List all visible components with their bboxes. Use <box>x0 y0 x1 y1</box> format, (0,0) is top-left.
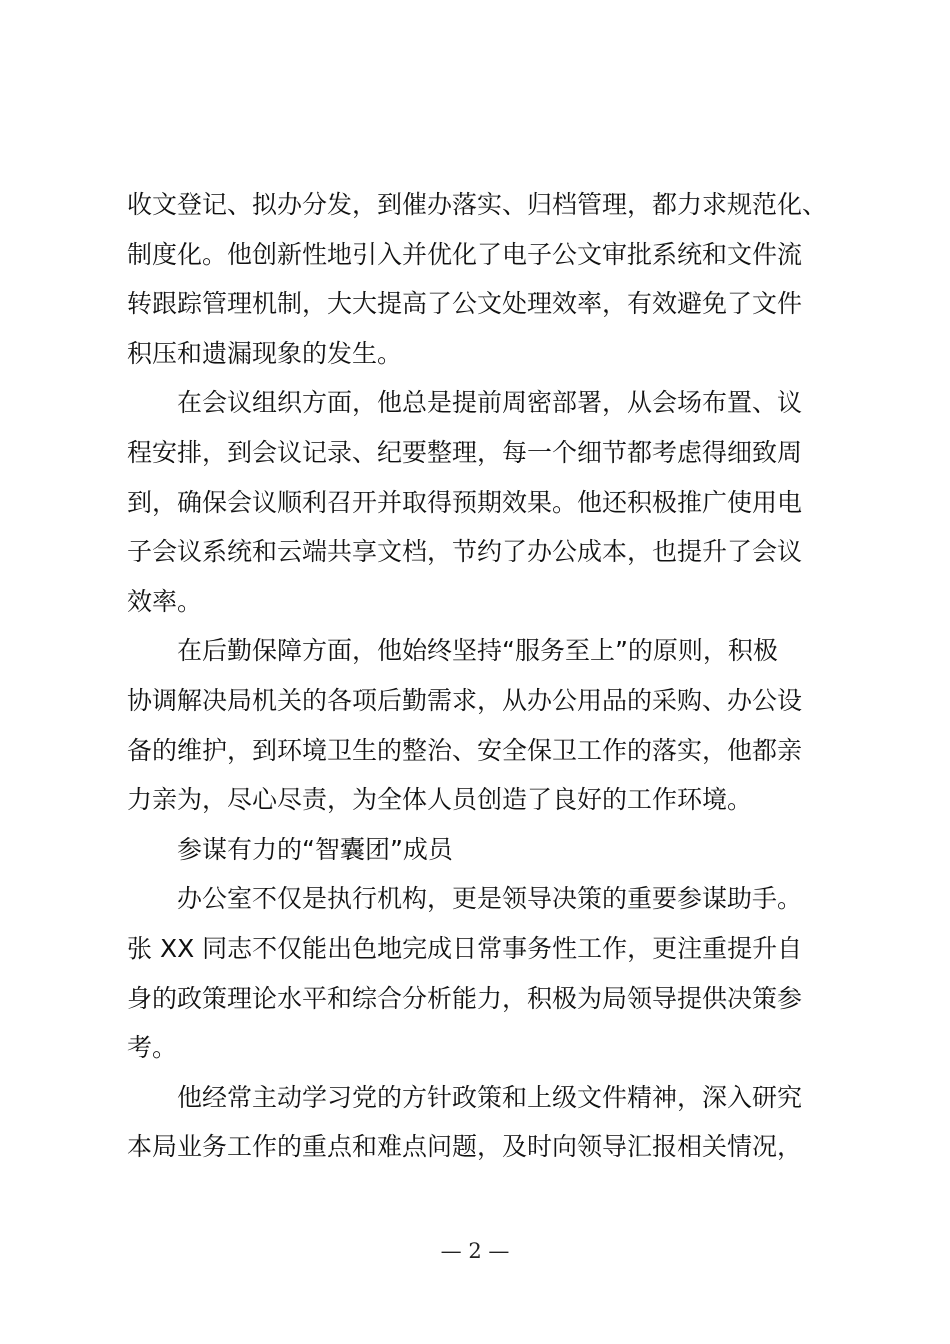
paragraph-first-line: 在后勤保障方面，他始终坚持“服务至上”的原则，积极 <box>177 636 778 666</box>
text-line: 收文登记、拟办分发，到催办落实、归档管理，都力求规范化、 <box>127 190 828 219</box>
paragraph-first-line: 他经常主动学习党的方针政策和上级文件精神，深入研究 <box>177 1082 803 1112</box>
text-line: 协调解决局机关的各项后勤需求，从办公用品的采购、办公设 <box>127 685 803 715</box>
text-line: 效率。 <box>127 586 203 616</box>
text-line: 张 XX 同志不仅能出色地完成日常事务性工作，更注重提升自 <box>127 933 803 963</box>
text-line: 备的维护，到环境卫生的整治、安全保卫工作的落实，他都亲 <box>127 735 803 765</box>
page-number: — 2 — <box>440 1239 510 1263</box>
text-line: 制度化。他创新性地引入并优化了电子公文审批系统和文件流 <box>127 239 803 269</box>
paragraph-first-line: 办公室不仅是执行机构，更是领导决策的重要参谋助手。 <box>177 884 803 914</box>
text-line: 到，确保会议顺利召开并取得预期效果。他还积极推广使用电 <box>127 487 803 517</box>
text-line: 本局业务工作的重点和难点问题，及时向领导汇报相关情况， <box>127 1132 803 1162</box>
text-line: 积压和遗漏现象的发生。 <box>127 338 403 368</box>
paragraph-first-line: 在会议组织方面，他总是提前周密部署，从会场布置、议 <box>177 388 803 418</box>
section-heading: 参谋有力的“智囊团”成员 <box>177 834 453 864</box>
text-line: 程安排，到会议记录、纪要整理，每一个细节都考虑得细致周 <box>127 437 803 467</box>
text-line: 转跟踪管理机制，大大提高了公文处理效率，有效避免了文件 <box>127 289 803 319</box>
text-line: 子会议系统和云端共享文档，节约了办公成本，也提升了会议 <box>127 537 803 567</box>
text-line: 力亲为，尽心尽责，为全体人员创造了良好的工作环境。 <box>127 785 753 815</box>
body-text <box>127 180 837 1172</box>
text-line: 身的政策理论水平和综合分析能力，积极为局领导提供决策参 <box>127 983 803 1013</box>
text-line: 考。 <box>127 1033 178 1063</box>
